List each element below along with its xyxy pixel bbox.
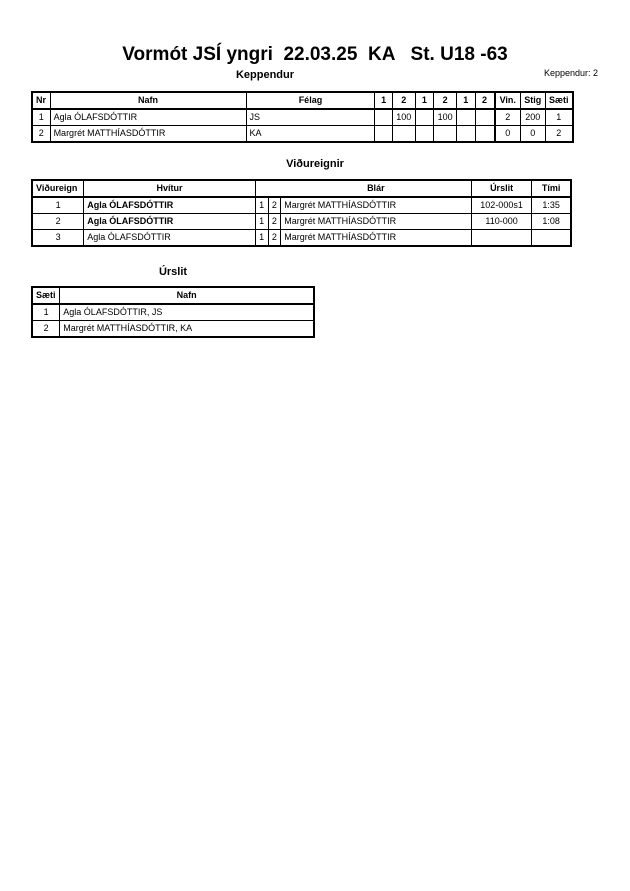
cell-urslit: 110-000 (471, 214, 531, 230)
cell-nr: 3 (32, 230, 84, 247)
cell-saeti: 2 (32, 321, 60, 338)
urslit-table (31, 286, 315, 338)
col-saeti: Sæti (545, 92, 573, 109)
cell-round (475, 109, 495, 126)
keppendur-heading: Keppendur (235, 69, 295, 81)
table-row (32, 321, 314, 338)
cell-blar-mark: 2 (268, 230, 281, 247)
cell-round (475, 126, 495, 143)
cell-hvitur-mark: 1 (255, 214, 268, 230)
viduregnir-table (31, 179, 572, 247)
cell-timi (532, 230, 571, 247)
col-round: 1 (415, 92, 434, 109)
table-row (32, 197, 571, 214)
table-row (32, 304, 314, 321)
col-round: 2 (392, 92, 415, 109)
col-vidureign: Viðureign (32, 180, 84, 197)
cell-nr: 2 (32, 214, 84, 230)
cell-hvitur: Agla ÓLAFSDÓTTIR (84, 214, 256, 230)
cell-round (456, 126, 475, 143)
col-urslit: Úrslit (471, 180, 531, 197)
cell-nafn: Agla ÓLAFSDÓTTIR, JS (60, 304, 314, 321)
col-round: 2 (434, 92, 457, 109)
col-blank (255, 180, 268, 197)
cell-nr: 1 (32, 109, 50, 126)
cell-nr: 2 (32, 126, 50, 143)
cell-saeti: 1 (32, 304, 60, 321)
table-row (32, 230, 571, 247)
col-blank (268, 180, 281, 197)
cell-hvitur-mark: 1 (255, 197, 268, 214)
cell-saeti: 2 (545, 126, 573, 143)
cell-hvitur-mark: 1 (255, 230, 268, 247)
keppendur-count: Keppendur: 2 (543, 68, 598, 78)
cell-nafn: Margrét MATTHÍASDÓTTIR, KA (60, 321, 314, 338)
col-stig: Stig (520, 92, 545, 109)
col-blar: Blár (281, 180, 472, 197)
cell-round (415, 126, 434, 143)
cell-nafn: Margrét MATTHÍASDÓTTIR (50, 126, 246, 143)
cell-felag: KA (246, 126, 375, 143)
cell-nafn: Agla ÓLAFSDÓTTIR (50, 109, 246, 126)
page-title: Vormót JSÍ yngri 22.03.25 KA St. U18 -63 (122, 44, 508, 65)
cell-vin: 0 (495, 126, 521, 143)
cell-round: 100 (434, 109, 457, 126)
col-nafn: Nafn (50, 92, 246, 109)
viduregnir-heading: Viðureignir (286, 158, 344, 170)
col-round: 2 (475, 92, 495, 109)
cell-timi: 1:08 (532, 214, 571, 230)
cell-timi: 1:35 (532, 197, 571, 214)
cell-urslit (471, 230, 531, 247)
col-saeti: Sæti (32, 287, 60, 304)
cell-round (434, 126, 457, 143)
col-felag: Félag (246, 92, 375, 109)
cell-saeti: 1 (545, 109, 573, 126)
col-vin: Vin. (495, 92, 521, 109)
keppendur-table (31, 91, 574, 143)
table-row (32, 214, 571, 230)
urslit-heading: Úrslit (158, 266, 188, 278)
cell-round (375, 126, 393, 143)
cell-blar: Margrét MATTHÍASDÓTTIR (281, 230, 472, 247)
cell-blar: Margrét MATTHÍASDÓTTIR (281, 214, 472, 230)
cell-round: 100 (392, 109, 415, 126)
cell-round (392, 126, 415, 143)
col-nafn: Nafn (60, 287, 314, 304)
col-timi: Tími (532, 180, 571, 197)
col-round: 1 (375, 92, 393, 109)
col-nr: Nr (32, 92, 50, 109)
cell-hvitur: Agla ÓLAFSDÓTTIR (84, 230, 256, 247)
cell-blar-mark: 2 (268, 214, 281, 230)
cell-round (415, 109, 434, 126)
cell-vin: 2 (495, 109, 521, 126)
cell-round (375, 109, 393, 126)
cell-felag: JS (246, 109, 375, 126)
col-round: 1 (456, 92, 475, 109)
table-row (32, 126, 573, 143)
cell-round (456, 109, 475, 126)
cell-blar-mark: 2 (268, 197, 281, 214)
cell-nr: 1 (32, 197, 84, 214)
cell-hvitur: Agla ÓLAFSDÓTTIR (84, 197, 256, 214)
cell-blar: Margrét MATTHÍASDÓTTIR (281, 197, 472, 214)
cell-stig: 200 (520, 109, 545, 126)
cell-urslit: 102-000s1 (471, 197, 531, 214)
table-row (32, 109, 573, 126)
col-hvitur: Hvítur (84, 180, 256, 197)
cell-stig: 0 (520, 126, 545, 143)
